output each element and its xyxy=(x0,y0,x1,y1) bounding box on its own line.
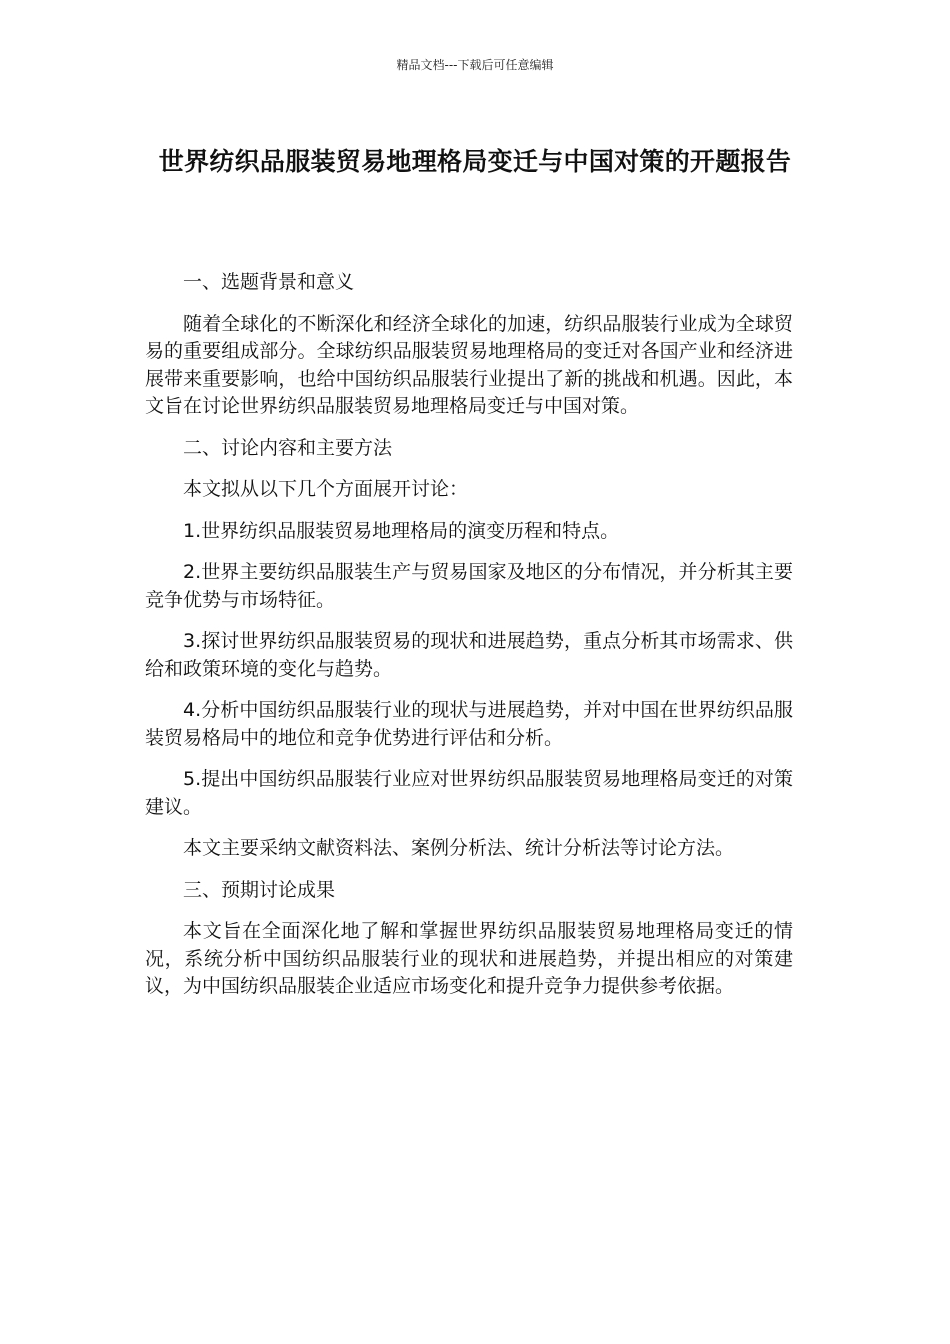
section-2-methods: 本文主要采纳文献资料法、案例分析法、统计分析法等讨论方法。 xyxy=(183,837,735,859)
list-item-3: 3.探讨世界纺织品服装贸易的现状和进展趋势，重点分析其市场需求、供给和政策环境的变化与趋势。 xyxy=(145,630,793,680)
document-body xyxy=(145,269,793,1015)
section-2-intro: 本文拟从以下几个方面展开讨论： xyxy=(183,478,469,500)
header-note: 精品文档---下载后可任意编辑 xyxy=(396,58,554,72)
list-item-4: 4.分析中国纺织品服装行业的现状与进展趋势，并对中国在世界纺织品服装贸易格局中的地位和竞争优势进行评估和分析。 xyxy=(145,699,793,749)
list-item-1: 1.世界纺织品服装贸易地理格局的演变历程和特点。 xyxy=(183,519,620,542)
section-heading-3: 三、预期讨论成果 xyxy=(183,878,336,901)
list-item-2: 2.世界主要纺织品服装生产与贸易国家及地区的分布情况，并分析其主要竞争优势与市场特征。 xyxy=(145,561,793,611)
section-heading-1: 一、选题背景和意义 xyxy=(183,271,355,293)
section-1-paragraph: 随着全球化的不断深化和经济全球化的加速，纺织品服装行业成为全球贸易的重要组成部分。全球纺织品服装贸易地理格局的变迁对各国产业和经济进展带来重要影响，也给中国纺织品服装行业提出了新的挑战和机遇。因此，本文旨在讨论世界纺织品服装贸易地理格局变迁与中国对策。 xyxy=(145,312,793,417)
list-item-5: 5.提出中国纺织品服装行业应对世界纺织品服装贸易地理格局变迁的对策建议。 xyxy=(145,768,793,818)
section-heading-2: 二、讨论内容和主要方法 xyxy=(183,436,393,459)
document-title: 世界纺织品服装贸易地理格局变迁与中国对策的开题报告 xyxy=(158,147,792,176)
section-3-paragraph: 本文旨在全面深化地了解和掌握世界纺织品服装贸易地理格局变迁的情况，系统分析中国纺织品服装行业的现状和进展趋势，并提出相应的对策建议，为中国纺织品服装企业适应市场变化和提升竞争力提供参考依据。 xyxy=(145,920,793,997)
